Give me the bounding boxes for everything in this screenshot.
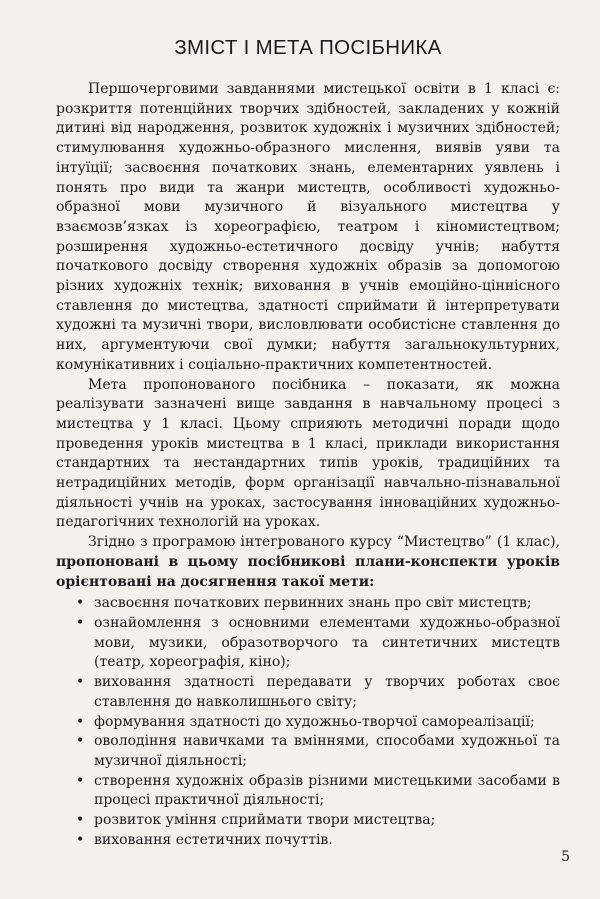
goals-list [56,594,560,850]
list-item: • ознайомлення з основними елементами художньо-образної мови, музики, образотворчого та синтетичних мистецтв (театр, хореографія, кіно); [76,614,560,673]
goal-intro-bold-text: пропоновані в цьому посібникові плани-конспекти уроків орієнтовані на досягнення такої мети: [56,553,560,590]
list-item: • виховання здатності передавати у творчих роботах своє ставлення до навколишнього світу; [76,673,560,712]
list-item: • розвиток уміння сприймати твори мистецтва; [76,811,560,831]
body-paragraph-tasks: Першочерговими завданнями мистецької освіти в 1 класі є: розкриття потенційних творчих здібностей, закладених у кожній дитині від народження, розвиток художніх і музичних здібностей; стимулювання художньо-образного мислення, виявів уяви та інтуїції; засвоєння початкових знань, елементарних уявлень і понять про види та жанри мистецтв, особливості художньо-образної мови музичного й візуального мистецтва у взаємозв’язках із хореографією, театром і кіномистецтвом; розширення художньо-естетичного досвіду учнів; набуття початкового досвіду створення художніх образів за допомогою різних художніх технік; виховання в учнів емоційно-ціннісного ставлення до мистецтва, здатності сприймати й інтерпретувати художні та музичні твори, висловлювати особистісне ставлення до них, аргументуючи свої думки; набуття загальнокультурних, комунікативних і соціально-практичних компетентностей. [56,81,560,373]
goal-intro-paragraph [56,533,560,592]
page-number: 5 [561,849,570,865]
list-item: • виховання естетичних почуттів. [76,831,560,851]
list-item: • засвоєння початкових первинних знань про світ мистецтв; [76,594,560,614]
page-title: ЗМІСТ І МЕТА ПОСІБНИКА [174,36,442,59]
list-item: • формування здатності до художньо-творчої самореалізації; [76,713,560,733]
list-item: • створення художніх образів різними мистецькими засобами в процесі практичної діяльності; [76,772,560,811]
list-item: • оволодіння навичками та вміннями, способами художньої та музичної діяльності; [76,732,560,771]
body-paragraph-purpose: Мета пропонованого посібника – показати, як можна реалізувати зазначені вище завдання в навчальному процесі з мистецтва у 1 класі. Цьому сприяють методичні поради щодо проведення уроків мистецтва в 1 класі, приклади використання стандартних та нестандартних типів уроків, традиційних та нетрадиційних методів, форм організації навчально-пізнавальної діяльності учнів на уроках, застосування інноваційних художньо-педагогічних технологій на уроках. [56,376,560,531]
goal-intro-text: Згідно з програмою інтегрованого курсу “Мистецтво” (1 клас), [88,534,560,551]
